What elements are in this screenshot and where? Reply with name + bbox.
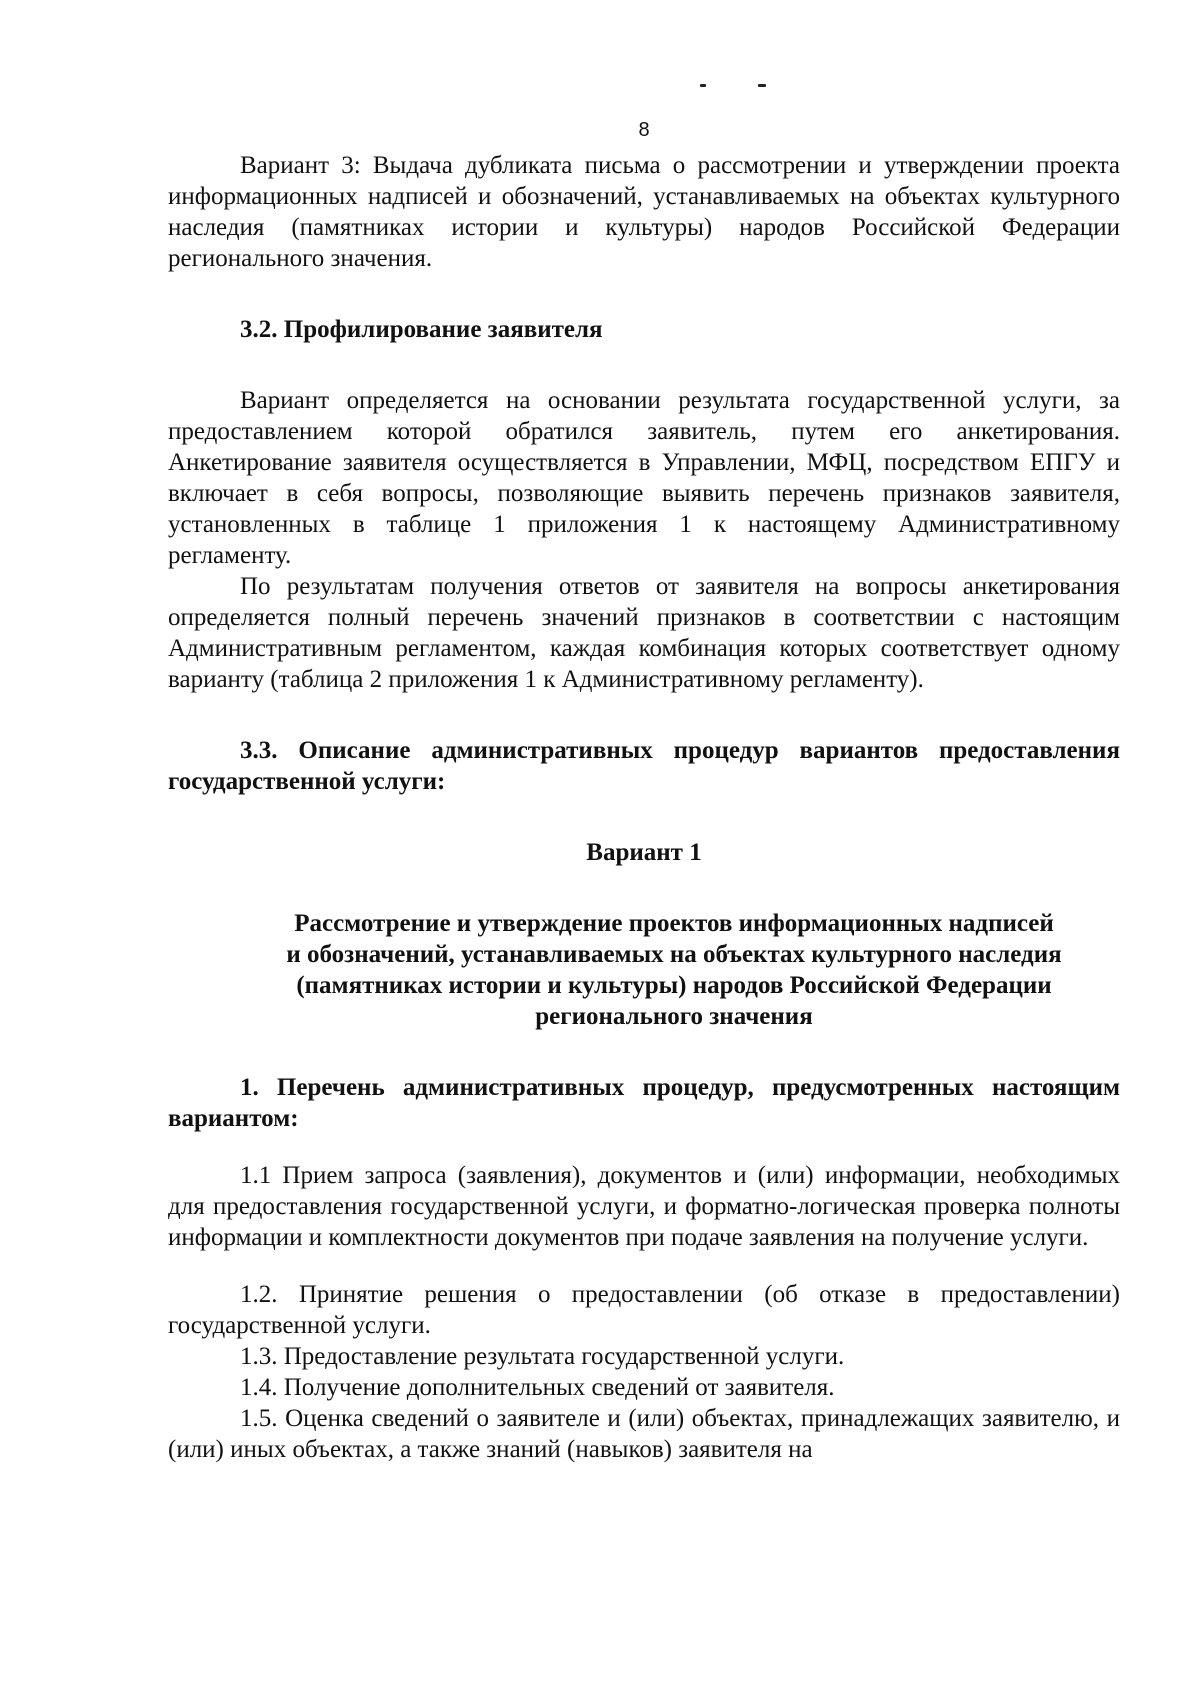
variant1-subtitle-line: регионального значения [535, 1003, 813, 1030]
section-3-2-heading: 3.2. Профилирование заявителя [240, 316, 603, 343]
procedures-heading: 1. Перечень административных процедур, предусмотренных настоящим вариантом: [168, 1074, 1120, 1132]
section-3-2-paragraph-1: Вариант определяется на основании результата государственной услуги, за предоставлением которой обратился заявитель, путем его анкетирования. Анкетирование заявителя осуществляется в Управлении, МФЦ, посредством ЕПГУ и включает в себя вопросы, позволяющие выявить перечень признаков заявителя, установленных в таблице 1 приложения 1 к настоящему Административному регламенту. [168, 387, 1120, 569]
variant3-paragraph: Вариант 3: Выдача дубликата письма о рассмотрении и утверждении проекта информационных надписей и обозначений, устанавливаемых на объектах культурного наследия (памятниках истории и культуры) народов Российской Федерации регионального значения. [168, 152, 1120, 272]
variant1-subtitle-line: (памятниках истории и культуры) народов Российской Федерации [296, 972, 1052, 999]
variant1-title: Вариант 1 [586, 839, 702, 866]
variant1-subtitle-line: и обозначений, устанавливаемых на объектах культурного наследия [286, 941, 1062, 968]
procedure-item: 1.5. Оценка сведений о заявителе и (или) объектах, принадлежащих заявителю, и (или) иных объектах, а также знаний (навыков) заявителя на [168, 1405, 1120, 1463]
variant1-subtitle-line: Рассмотрение и утверждение проектов информационных надписей [294, 910, 1054, 937]
scan-speck [758, 84, 766, 87]
section-3-2-paragraph-2: По результатам получения ответов от заявителя на вопросы анкетирования определяется полный перечень значений признаков в соответствии с настоящим Административным регламентом, каждая комбинация которых соответствует одному варианту (таблица 2 приложения 1 к Административному регламенту). [168, 573, 1120, 693]
scan-speck [700, 84, 706, 87]
procedure-item: 1.3. Предоставление результата государственной услуги. [240, 1343, 845, 1370]
procedure-item: 1.2. Принятие решения о предоставлении (об отказе в предоставлении) государственной услуги. [168, 1281, 1120, 1339]
page-number: 8 [638, 119, 650, 141]
procedure-item: 1.4. Получение дополнительных сведений от заявителя. [240, 1374, 835, 1401]
section-3-3-heading: 3.3. Описание административных процедур вариантов предоставления государственной услуги: [168, 737, 1120, 795]
variant1-subtitle [168, 908, 1120, 1032]
procedure-item: 1.1 Прием запроса (заявления), документов и (или) информации, необходимых для предоставления государственной услуги, и форматно-логическая проверка полноты информации и комплектности документов при подаче заявления на получение услуги. [168, 1162, 1120, 1251]
document-page [168, 118, 1120, 1465]
